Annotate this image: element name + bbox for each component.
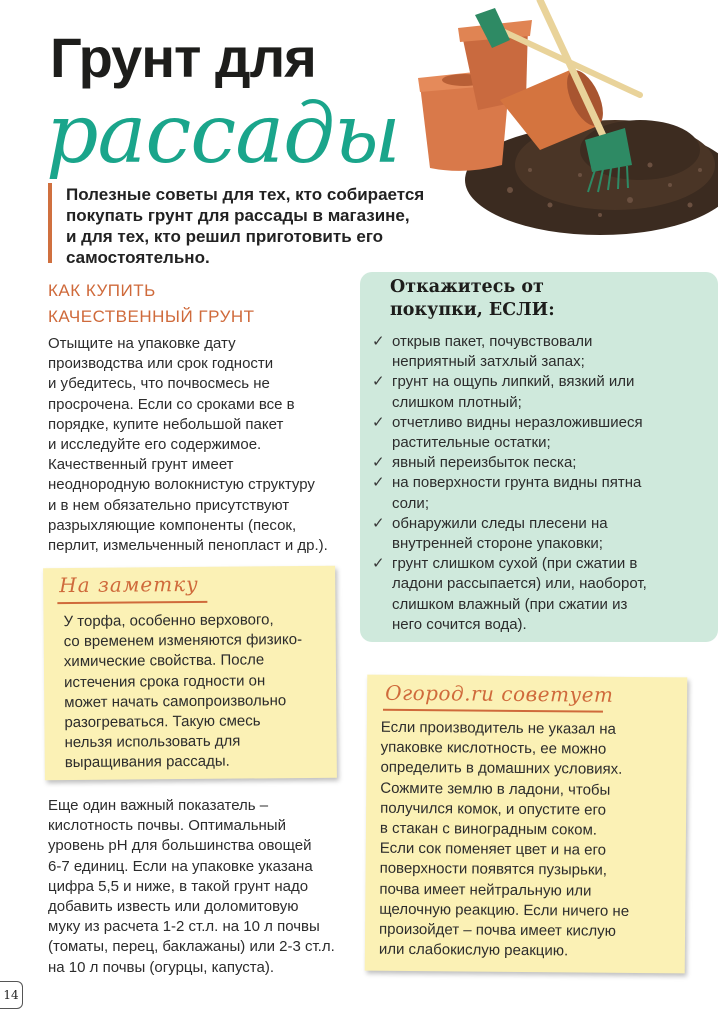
check-icon: ✓ (372, 454, 385, 472)
check-icon: ✓ (372, 474, 385, 492)
check-icon: ✓ (372, 555, 385, 573)
page-title-accent: рассады (46, 87, 400, 182)
note-text: У торфа, особенно верхового, со временем изменяются физико- химические свойства. После истечения срока годности он может начать самопроизвольно разогреваться. Такую смесь нельзя использовать для выращивания рассады. (63, 611, 303, 772)
check-icon: ✓ (372, 413, 385, 431)
avoid-box-title: Откажитесь от покупки, ЕСЛИ: (390, 277, 555, 320)
page-number: 14 (0, 981, 23, 1009)
list-item: ✓ отчетливо видны неразложившиеся растительные остатки; (372, 413, 643, 452)
avoid-list (372, 332, 712, 635)
check-icon: ✓ (372, 514, 385, 532)
paragraph-acidity: Еще один важный показатель – кислотность почвы. Оптимальный уровень рН для большинства овощей 6-7 единиц. Если на упаковке указана цифра 5,5 и ниже, в такой грунт надо добавить известь или доломитовую муку из расчета 1-2 ст.л. на 10 л почвы (томаты, перец, баклажаны) или 2-3 ст.л. на 10 л почвы (огурцы, капуста). (48, 797, 335, 976)
list-item: ✓ грунт слишком сухой (при сжатии в ладони рассыпается) или, наоборот, слишком влажный (при сжатии из него сочится вода). (372, 555, 647, 633)
check-icon: ✓ (372, 373, 385, 391)
list-item: ✓ обнаружили следы плесени на внутренней стороне упаковки; (372, 514, 608, 553)
check-icon: ✓ (372, 333, 385, 350)
page-title: Грунт для (50, 26, 316, 89)
advice-title: Огород.ru советует (385, 680, 614, 707)
section-heading: КАК КУПИТЬ КАЧЕСТВЕННЫЙ ГРУНТ (48, 281, 255, 326)
intro-accent-bar (48, 183, 52, 263)
list-item: ✓ на поверхности грунта видны пятна соли; (372, 474, 642, 512)
note-title: На заметку (59, 571, 199, 598)
advice-title-underline (383, 709, 603, 713)
note-box (43, 566, 337, 781)
intro-text: Полезные советы для тех, кто собирается покупать грунт для рассады в магазине, и для тех, кто решил приготовить его самостоятельно. (66, 185, 425, 267)
note-title-underline (57, 601, 207, 604)
avoid-purchase-box (360, 272, 718, 642)
advice-text: Если производитель не указал на упаковке кислотность, ее можно определить в домашних условиях. Сожмите землю в ладони, чтобы получился комок, и опустите его в стакан с виноградным соком. Если сок поменяет цвет и на его поверхности появятся пузырьки, почва имеет нейтральную или щелочную реакцию. Если ничего не произойдет – почва имеет кислую или слабокислую реакцию. (378, 718, 630, 960)
list-item: ✓ грунт на ощупь липкий, вязкий или слишком плотный; (372, 373, 635, 411)
advice-box (365, 675, 688, 974)
list-item: ✓ открыв пакет, почувствовали неприятный затхлый запах; (372, 333, 593, 371)
paragraph-buying-tips: Отыщите на упаковке дату производства или срок годности и убедитесь, что почвосмесь не просрочена. Если со сроками все в порядке, купите небольшой пакет и исследуйте его содержимое. Качественный грунт имеет неоднородную волокнистую структуру и в нем обязательно присутствуют разрыхляющие компоненты (песок, перлит, измельченный пенопласт и др.). (48, 335, 328, 555)
list-item: ✓ явный переизбыток песка; (372, 453, 712, 473)
